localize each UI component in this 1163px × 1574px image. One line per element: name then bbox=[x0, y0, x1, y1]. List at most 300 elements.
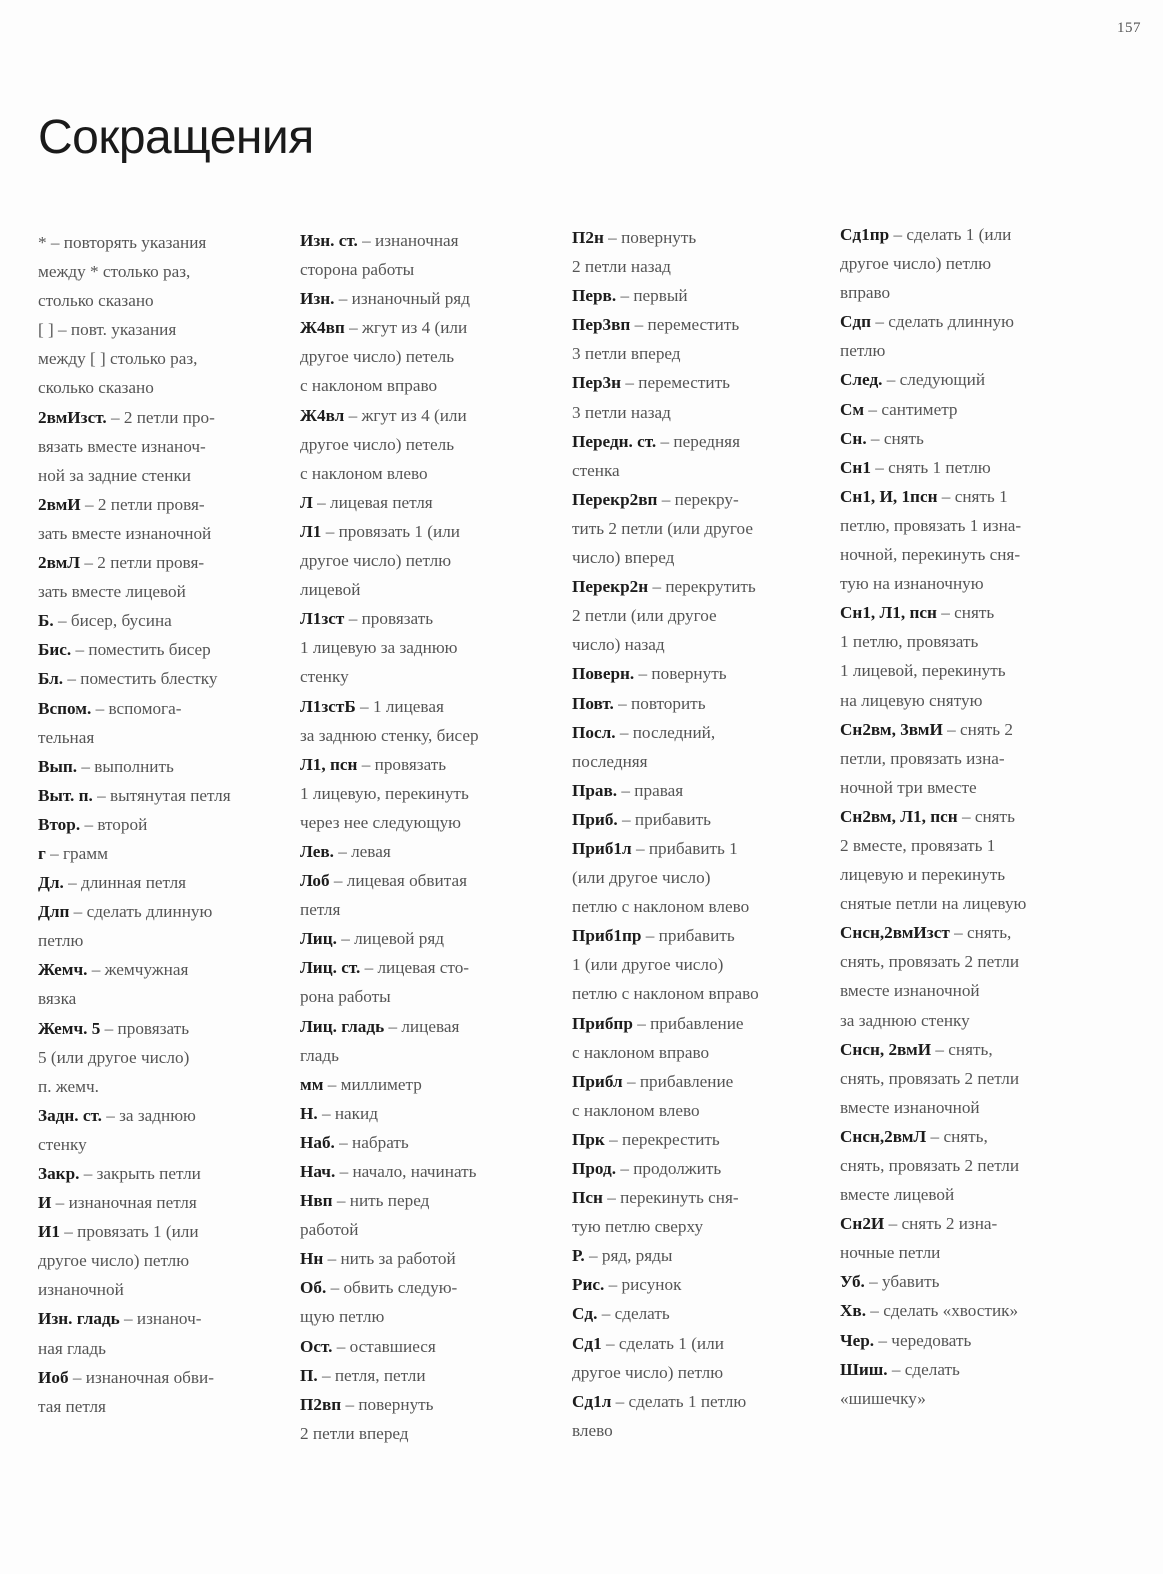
abbreviation-definition: – перекрутить bbox=[648, 577, 756, 597]
abbreviation-definition: петлю с наклоном влево bbox=[572, 897, 750, 917]
abbreviation-line bbox=[572, 805, 840, 834]
abbreviation-definition: – вспомога- bbox=[91, 698, 182, 718]
abbreviation-definition: – снять bbox=[957, 806, 1015, 826]
abbreviation-term: Посл. bbox=[572, 722, 616, 742]
abbreviation-term: Хв. bbox=[840, 1301, 866, 1321]
abbreviation-term: Сн2И bbox=[840, 1214, 885, 1234]
abbreviation-line bbox=[38, 1246, 300, 1275]
abbreviation-line bbox=[840, 395, 1080, 424]
abbreviation-line bbox=[300, 1215, 572, 1244]
abbreviation-definition: ночные петли bbox=[840, 1243, 941, 1263]
abbreviation-line bbox=[572, 950, 840, 979]
abbreviation-definition: 2 вместе, провязать 1 bbox=[840, 835, 996, 855]
abbreviation-term: Перекр2вп bbox=[572, 489, 658, 509]
abbreviation-line bbox=[840, 540, 1080, 569]
abbreviation-term: Жемч. bbox=[38, 960, 88, 980]
abbreviation-term: Л1зст bbox=[300, 609, 345, 629]
abbreviation-definition: зать вместе лицевой bbox=[38, 582, 186, 602]
abbreviation-term: Псн bbox=[572, 1188, 603, 1208]
abbreviation-term: Б. bbox=[38, 611, 54, 631]
abbreviation-definition: – изнаночная обви- bbox=[68, 1367, 214, 1387]
abbreviation-term: Закр. bbox=[38, 1164, 80, 1183]
abbreviation-line bbox=[300, 401, 572, 430]
abbreviation-definition: – снять 1 петлю bbox=[870, 457, 991, 477]
abbreviation-line bbox=[300, 604, 572, 633]
abbreviation-line bbox=[38, 926, 300, 955]
abbreviation-definition: – повернуть bbox=[341, 1394, 434, 1414]
abbreviation-definition: петли, провязать изна- bbox=[840, 748, 1005, 768]
abbreviation-line bbox=[572, 659, 840, 688]
abbreviation-term: Лев. bbox=[300, 841, 334, 861]
abbreviation-definition: с наклоном влево bbox=[572, 1100, 700, 1120]
abbreviation-definition: другое число) петель bbox=[300, 434, 455, 454]
abbreviation-definition: вязать вместе изнаноч- bbox=[38, 436, 206, 456]
abbreviation-term: Изн. ст. bbox=[300, 231, 358, 250]
abbreviation-line bbox=[38, 694, 300, 723]
abbreviation-definition: – грамм bbox=[45, 843, 109, 863]
abbreviation-term: Уб. bbox=[840, 1272, 865, 1292]
abbreviation-term: Передн. ст. bbox=[572, 431, 657, 451]
abbreviation-definition: – сделать 1 (или bbox=[601, 1333, 724, 1353]
abbreviation-definition: – сделать длинную bbox=[69, 902, 213, 922]
abbreviation-term: Сн1, Л1, псн bbox=[840, 603, 937, 623]
abbreviation-term: 2вмИ bbox=[38, 494, 81, 514]
abbreviation-term: И1 bbox=[38, 1222, 60, 1242]
abbreviation-term: Пер3н bbox=[572, 373, 622, 393]
abbreviation-term: Сн1, И, 1псн bbox=[840, 486, 938, 506]
abbreviation-definition: – перекинуть сня- bbox=[602, 1188, 739, 1208]
abbreviation-term: Чер. bbox=[840, 1330, 875, 1350]
abbreviation-definition: – жемчужная bbox=[87, 960, 189, 980]
abbreviation-line bbox=[572, 863, 840, 892]
abbreviation-term: Сд1пр bbox=[840, 225, 890, 244]
abbreviation-line bbox=[572, 1358, 840, 1387]
abbreviation-line bbox=[572, 1125, 840, 1154]
abbreviation-term: Сдп bbox=[840, 312, 872, 332]
abbreviation-definition: 1 лицевой, перекинуть bbox=[840, 661, 1006, 681]
abbreviation-term: Снсн, 2вмИ bbox=[840, 1039, 932, 1059]
abbreviation-term: Иоб bbox=[38, 1367, 69, 1387]
abbreviation-term: Прод. bbox=[572, 1159, 617, 1178]
abbreviation-line bbox=[38, 1363, 300, 1392]
abbreviation-line bbox=[300, 633, 572, 662]
abbreviation-definition: другое число) петлю bbox=[840, 254, 992, 274]
abbreviation-term: Жемч. 5 bbox=[38, 1018, 101, 1038]
abbreviation-term: Лоб bbox=[300, 871, 330, 891]
abbreviation-line bbox=[38, 664, 300, 693]
abbreviation-line bbox=[300, 488, 572, 517]
abbreviation-term: Об. bbox=[300, 1278, 327, 1298]
abbreviation-line bbox=[300, 284, 572, 313]
abbreviation-definition: – переместить bbox=[621, 373, 730, 393]
abbreviation-definition: – провязать bbox=[344, 609, 434, 629]
abbreviation-definition: – жгут из 4 (или bbox=[344, 405, 467, 425]
abbreviation-term: Прав. bbox=[572, 780, 618, 800]
abbreviation-definition: – сделать 1 петлю bbox=[611, 1391, 747, 1411]
abbreviation-line bbox=[300, 808, 572, 837]
abbreviation-term: Лиц. bbox=[300, 929, 337, 949]
abbreviation-definition: столько сказано bbox=[38, 291, 154, 311]
abbreviation-definition: – сделать 1 (или bbox=[889, 225, 1012, 244]
abbreviation-line bbox=[572, 630, 840, 659]
abbreviation-line bbox=[300, 1361, 572, 1390]
abbreviation-term: Прибпр bbox=[572, 1013, 633, 1033]
abbreviation-term: Длп bbox=[38, 902, 70, 922]
abbreviation-definition: на лицевую снятую bbox=[840, 690, 983, 710]
abbreviation-line bbox=[840, 860, 1080, 889]
abbreviation-line bbox=[300, 430, 572, 459]
abbreviation-line bbox=[572, 572, 840, 601]
abbreviation-line bbox=[572, 834, 840, 863]
abbreviation-definition: – продолжить bbox=[616, 1159, 722, 1178]
abbreviation-line bbox=[572, 1154, 840, 1183]
abbreviation-definition: – перекрестить bbox=[604, 1129, 720, 1149]
abbreviation-definition: – переместить bbox=[630, 315, 740, 335]
abbreviation-line bbox=[38, 286, 300, 315]
abbreviation-line bbox=[572, 1212, 840, 1241]
abbreviation-definition: п. жемч. bbox=[38, 1076, 99, 1096]
abbreviation-line bbox=[38, 403, 300, 432]
abbreviation-definition: – накид bbox=[317, 1103, 378, 1123]
abbreviation-line bbox=[38, 1275, 300, 1304]
abbreviation-line bbox=[38, 1217, 300, 1246]
abbreviation-line bbox=[300, 1041, 572, 1070]
abbreviation-term: Р. bbox=[572, 1246, 585, 1266]
abbreviation-definition: – сделать bbox=[887, 1359, 960, 1379]
abbreviation-term: г bbox=[38, 843, 46, 863]
abbreviation-line bbox=[572, 718, 840, 747]
abbreviation-line bbox=[572, 747, 840, 776]
abbreviation-definition: (или другое число) bbox=[572, 868, 711, 888]
abbreviation-definition: сторона работы bbox=[300, 260, 415, 280]
abbreviation-line bbox=[38, 1188, 300, 1217]
abbreviation-line bbox=[572, 339, 840, 368]
abbreviation-definition: – поместить блестку bbox=[63, 669, 218, 689]
abbreviation-definition: между * столько раз, bbox=[38, 262, 191, 282]
abbreviation-definition: – перекру- bbox=[657, 489, 739, 509]
abbreviation-definition: 2 петли вперед bbox=[300, 1423, 409, 1443]
abbreviation-line bbox=[300, 1273, 572, 1302]
abbreviation-definition: другое число) петлю bbox=[38, 1251, 190, 1271]
abbreviation-line bbox=[840, 482, 1080, 511]
abbreviation-term: мм bbox=[300, 1074, 324, 1094]
abbreviation-definition: – снять 2 изна- bbox=[884, 1214, 998, 1234]
abbreviation-line bbox=[38, 373, 300, 402]
abbreviation-definition: – снять bbox=[936, 603, 995, 623]
abbreviation-line bbox=[300, 721, 572, 750]
abbreviation-definition: вправо bbox=[840, 283, 891, 303]
abbreviation-line bbox=[840, 1384, 1080, 1413]
abbreviation-term: Вспом. bbox=[38, 698, 92, 718]
abbreviation-definition: тую на изнаночную bbox=[840, 574, 984, 594]
abbreviation-line bbox=[38, 228, 300, 257]
abbreviation-line bbox=[572, 1067, 840, 1096]
abbreviations-columns bbox=[38, 226, 1080, 1448]
abbreviation-line bbox=[38, 577, 300, 606]
abbreviation-term: Бис. bbox=[38, 640, 72, 660]
abbreviation-definition: другое число) петлю bbox=[300, 551, 452, 571]
abbreviation-definition: – снять, bbox=[931, 1039, 993, 1059]
abbreviation-definition: петля bbox=[300, 900, 341, 920]
abbreviation-definition: ночной три вместе bbox=[840, 777, 977, 797]
abbreviation-line bbox=[840, 336, 1080, 365]
abbreviation-definition: вместе изнаночной bbox=[840, 981, 980, 1001]
abbreviation-definition: лицевой bbox=[300, 580, 361, 600]
abbreviation-definition: петлю, провязать 1 изна- bbox=[840, 515, 1022, 535]
abbreviation-term: Приб1л bbox=[572, 838, 632, 858]
abbreviation-definition: – 2 петли про- bbox=[106, 407, 215, 427]
abbreviation-line bbox=[300, 953, 572, 982]
abbreviation-definition: – снять bbox=[866, 428, 924, 448]
abbreviation-definition: – рисунок bbox=[604, 1275, 682, 1295]
abbreviation-line bbox=[300, 517, 572, 546]
abbreviation-line bbox=[840, 278, 1080, 307]
abbreviation-definition: 5 (или другое число) bbox=[38, 1047, 190, 1067]
abbreviation-definition: – закрыть петли bbox=[79, 1164, 201, 1183]
abbreviation-term: Выт. п. bbox=[38, 785, 93, 805]
column-2 bbox=[300, 226, 572, 1448]
abbreviation-definition: вместе лицевой bbox=[840, 1185, 955, 1205]
abbreviation-definition: с наклоном вправо bbox=[572, 1042, 710, 1062]
abbreviation-line bbox=[840, 1326, 1080, 1355]
abbreviation-line bbox=[300, 982, 572, 1011]
abbreviation-line bbox=[300, 1302, 572, 1331]
abbreviation-line bbox=[300, 924, 572, 953]
abbreviation-line bbox=[572, 921, 840, 950]
abbreviation-definition: – провязать 1 (или bbox=[59, 1222, 199, 1242]
abbreviation-definition: за заднюю стенку, бисер bbox=[300, 725, 479, 745]
abbreviation-line bbox=[840, 918, 1080, 947]
abbreviation-term: Втор. bbox=[38, 814, 81, 834]
abbreviation-definition: – левая bbox=[333, 841, 391, 861]
abbreviation-line bbox=[840, 889, 1080, 918]
abbreviation-definition: – изнаночный ряд bbox=[334, 289, 470, 309]
abbreviation-definition: – начало, начинать bbox=[335, 1162, 477, 1181]
abbreviation-definition: – петля, петли bbox=[317, 1365, 426, 1385]
abbreviation-definition: – лицевой ряд bbox=[336, 929, 445, 949]
abbreviation-definition: лицевую и перекинуть bbox=[840, 865, 1006, 885]
abbreviation-line bbox=[840, 511, 1080, 540]
abbreviation-definition: * – повторять указания bbox=[38, 233, 207, 252]
abbreviation-definition: – набрать bbox=[334, 1132, 409, 1152]
abbreviation-line bbox=[38, 868, 300, 897]
abbreviation-definition: – 1 лицевая bbox=[355, 696, 444, 716]
abbreviation-definition: – изнаночная bbox=[357, 231, 459, 250]
abbreviation-line bbox=[300, 1128, 572, 1157]
abbreviation-line bbox=[38, 1392, 300, 1421]
abbreviation-line bbox=[572, 281, 840, 310]
abbreviation-term: Нач. bbox=[300, 1162, 336, 1181]
abbreviation-definition: – длинная петля bbox=[63, 873, 187, 893]
abbreviation-term: Нвп bbox=[300, 1191, 333, 1211]
abbreviation-definition: – прибавить 1 bbox=[631, 838, 738, 858]
abbreviation-line bbox=[572, 1270, 840, 1299]
abbreviation-line bbox=[300, 662, 572, 691]
abbreviation-line bbox=[840, 1355, 1080, 1384]
abbreviation-line bbox=[38, 1014, 300, 1043]
abbreviation-definition: – обвить следую- bbox=[326, 1278, 458, 1298]
abbreviation-definition: стенка bbox=[572, 460, 620, 480]
abbreviation-definition: тить 2 петли (или другое bbox=[572, 518, 753, 538]
abbreviation-line bbox=[300, 1157, 572, 1186]
abbreviation-definition: «шишечку» bbox=[840, 1388, 926, 1408]
abbreviation-line bbox=[300, 226, 572, 255]
abbreviation-line bbox=[572, 1009, 840, 1038]
abbreviation-term: Сд. bbox=[572, 1304, 598, 1324]
abbreviation-line bbox=[300, 1070, 572, 1099]
abbreviation-term: 2вмЛ bbox=[38, 553, 81, 573]
abbreviation-line bbox=[300, 546, 572, 575]
abbreviation-definition: число) вперед bbox=[572, 548, 675, 568]
abbreviation-line bbox=[840, 1296, 1080, 1325]
abbreviation-definition: 1 лицевую за заднюю bbox=[300, 638, 458, 658]
abbreviation-line bbox=[300, 575, 572, 604]
abbreviation-line bbox=[38, 1072, 300, 1101]
abbreviation-definition: влево bbox=[572, 1420, 613, 1440]
abbreviation-definition: – оставшиеся bbox=[332, 1336, 436, 1356]
abbreviation-definition: тая петля bbox=[38, 1396, 106, 1416]
abbreviation-term: Л1, псн bbox=[300, 754, 358, 774]
abbreviation-definition: вместе изнаночной bbox=[840, 1097, 980, 1117]
abbreviation-definition: 3 петли назад bbox=[572, 402, 671, 422]
abbreviation-term: Бл. bbox=[38, 669, 64, 689]
abbreviation-definition: работой bbox=[300, 1220, 359, 1240]
abbreviation-definition: – ряд, ряды bbox=[584, 1246, 673, 1266]
abbreviation-definition: – повернуть bbox=[634, 664, 727, 684]
abbreviation-definition: – сделать bbox=[597, 1304, 670, 1324]
abbreviation-line bbox=[840, 424, 1080, 453]
abbreviation-line bbox=[38, 897, 300, 926]
abbreviation-definition: с наклоном вправо bbox=[300, 376, 438, 396]
abbreviation-term: Шиш. bbox=[840, 1359, 888, 1379]
abbreviation-line bbox=[38, 1304, 300, 1333]
abbreviation-definition: зать вместе изнаночной bbox=[38, 523, 212, 543]
abbreviation-definition: с наклоном влево bbox=[300, 463, 428, 483]
abbreviation-line bbox=[840, 686, 1080, 715]
abbreviation-line bbox=[840, 1151, 1080, 1180]
abbreviation-definition: – выполнить bbox=[77, 756, 174, 776]
abbreviation-line bbox=[572, 892, 840, 921]
abbreviation-definition: петлю с наклоном вправо bbox=[572, 984, 759, 1004]
abbreviation-term: Лиц. гладь bbox=[300, 1016, 385, 1036]
abbreviation-definition: – чередовать bbox=[874, 1330, 972, 1350]
abbreviation-definition: – лицевая обвитая bbox=[329, 871, 467, 891]
abbreviation-line bbox=[840, 831, 1080, 860]
abbreviation-definition: петлю bbox=[840, 341, 886, 361]
abbreviation-definition: – убавить bbox=[864, 1272, 940, 1292]
abbreviation-line bbox=[300, 1244, 572, 1273]
abbreviation-definition: 2 петли назад bbox=[572, 257, 671, 277]
abbreviation-line bbox=[572, 1329, 840, 1358]
abbreviation-definition: щую петлю bbox=[300, 1307, 385, 1327]
abbreviation-definition: между [ ] столько раз, bbox=[38, 349, 198, 369]
abbreviation-definition: – сантиметр bbox=[864, 399, 958, 419]
abbreviation-line bbox=[300, 895, 572, 924]
abbreviation-term: Вып. bbox=[38, 756, 78, 776]
abbreviation-term: Л bbox=[300, 492, 313, 512]
abbreviation-line bbox=[300, 255, 572, 284]
abbreviation-line bbox=[840, 802, 1080, 831]
abbreviation-line bbox=[300, 1099, 572, 1128]
abbreviation-line bbox=[840, 1180, 1080, 1209]
abbreviation-term: Л1 bbox=[300, 521, 322, 541]
abbreviation-line bbox=[300, 1186, 572, 1215]
abbreviation-definition: 1 петлю, провязать bbox=[840, 632, 979, 652]
abbreviation-definition: тельная bbox=[38, 727, 95, 747]
column-3 bbox=[572, 223, 840, 1448]
abbreviation-definition: изнаночной bbox=[38, 1280, 124, 1300]
abbreviation-line bbox=[38, 1159, 300, 1188]
abbreviation-definition: – провязать bbox=[100, 1018, 190, 1038]
abbreviation-term: Сн. bbox=[840, 428, 867, 448]
abbreviation-definition: – сделать «хвостик» bbox=[866, 1301, 1019, 1321]
abbreviation-term: Нн bbox=[300, 1249, 324, 1269]
abbreviation-definition: число) назад bbox=[572, 635, 665, 655]
abbreviation-term: П2н bbox=[572, 228, 604, 247]
abbreviation-line bbox=[38, 723, 300, 752]
abbreviation-line bbox=[572, 601, 840, 630]
abbreviation-line bbox=[300, 692, 572, 721]
abbreviation-line bbox=[38, 839, 300, 868]
abbreviation-line bbox=[300, 342, 572, 371]
abbreviation-definition: – жгут из 4 (или bbox=[344, 318, 468, 338]
abbreviation-line bbox=[38, 810, 300, 839]
abbreviation-definition: снять, провязать 2 петли bbox=[840, 1068, 1020, 1088]
abbreviation-definition: – за заднюю bbox=[101, 1105, 196, 1125]
abbreviation-definition: – снять, bbox=[926, 1126, 988, 1146]
abbreviation-line bbox=[840, 1093, 1080, 1122]
abbreviation-line bbox=[38, 1043, 300, 1072]
abbreviation-line bbox=[840, 744, 1080, 773]
abbreviation-line bbox=[38, 461, 300, 490]
abbreviation-term: Снсн,2вмИзст bbox=[840, 923, 950, 943]
column-4 bbox=[840, 220, 1080, 1448]
abbreviation-definition: – снять, bbox=[949, 923, 1012, 943]
abbreviation-line bbox=[572, 223, 840, 252]
abbreviation-definition: тую петлю сверху bbox=[572, 1217, 704, 1237]
abbreviation-line bbox=[300, 459, 572, 488]
page-number: 157 bbox=[1117, 20, 1141, 36]
abbreviation-line bbox=[840, 656, 1080, 685]
abbreviation-definition: ная гладь bbox=[38, 1338, 106, 1358]
abbreviation-definition: рона работы bbox=[300, 987, 391, 1007]
abbreviation-line bbox=[38, 432, 300, 461]
abbreviation-term: Ж4вл bbox=[300, 405, 345, 425]
abbreviation-definition: – изнаночная петля bbox=[51, 1193, 197, 1213]
abbreviation-definition: вязка bbox=[38, 989, 77, 1009]
abbreviation-definition: – провязать 1 (или bbox=[321, 521, 460, 541]
abbreviation-line bbox=[840, 1238, 1080, 1267]
page-title: Сокращения bbox=[38, 111, 314, 164]
abbreviation-line bbox=[840, 1209, 1080, 1238]
abbreviation-definition: ной за задние стенки bbox=[38, 465, 192, 485]
abbreviation-term: Приб. bbox=[572, 809, 618, 829]
abbreviation-line bbox=[572, 398, 840, 427]
abbreviation-line bbox=[300, 1332, 572, 1361]
abbreviation-definition: снятые петли на лицевую bbox=[840, 894, 1027, 914]
abbreviation-line bbox=[300, 779, 572, 808]
abbreviation-line bbox=[840, 569, 1080, 598]
abbreviation-definition: за заднюю стенку bbox=[840, 1010, 970, 1030]
abbreviation-definition: – нить перед bbox=[332, 1191, 430, 1211]
abbreviation-definition: – повторить bbox=[613, 693, 706, 713]
abbreviation-term: Повт. bbox=[572, 693, 614, 713]
abbreviation-definition: [ ] – повт. указания bbox=[38, 320, 177, 340]
abbreviation-term: И bbox=[38, 1193, 52, 1213]
abbreviation-line bbox=[300, 371, 572, 400]
abbreviation-line bbox=[840, 220, 1080, 249]
abbreviation-line bbox=[572, 485, 840, 514]
